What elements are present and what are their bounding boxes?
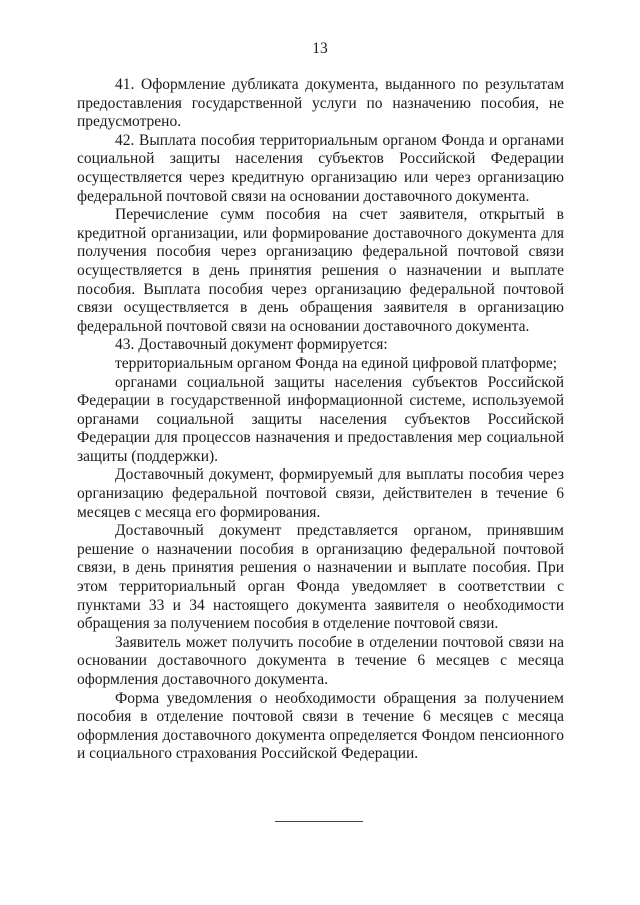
paragraph-social-protection: органами социальной защиты населения субъектов Российской Федерации в государственной информационной системе, используемой органами социальной защиты населения субъектов Российской Федерации для процессов назначения и предоставления мер социальной защиты (поддержки). bbox=[77, 373, 564, 465]
paragraph-notice-form: Форма уведомления о необходимости обращения за получением пособия в отделение почтовой связи в течение 6 месяцев с месяца оформления доставочного документа определяется Фондом пенсионного и социального страхования Российской Федерации. bbox=[77, 689, 564, 763]
footer-rule bbox=[275, 821, 363, 822]
paragraph-41: 41. Оформление дубликата документа, выданного по результатам предоставления государственной услуги по назначению пособия, не предусмотрено. bbox=[77, 76, 564, 131]
page-number: 13 bbox=[312, 40, 328, 57]
paragraph-applicant: Заявитель может получить пособие в отделении почтовой связи на основании доставочного документа в течение 6 месяцев с месяца оформления доставочного документа. bbox=[77, 633, 564, 688]
document-body bbox=[77, 76, 564, 764]
paragraph-fund-platform: территориальным органом Фонда на единой цифровой платформе; bbox=[115, 354, 558, 372]
paragraph-transfer: Перечисление сумм пособия на счет заявителя, открытый в кредитной организации, или формирование доставочного документа для получения пособия через организацию федеральной почтовой связи осуществляется в день принятия решения о назначении и выплате пособия. Выплата пособия через организацию федеральной почтовой связи осуществляется в день обращения заявителя в организацию федеральной почтовой связи на основании доставочного документа. bbox=[77, 206, 564, 335]
paragraph-42: 42. Выплата пособия территориальным органом Фонда и органами социальной защиты населения субъектов Российской Федерации осуществляется через кредитную организацию или через организацию федеральной почтовой связи на основании доставочного документа. bbox=[77, 131, 564, 205]
paragraph-validity: Доставочный документ, формируемый для выплаты пособия через организацию федеральной почтовой связи, действителен в течение 6 месяцев с месяца его формирования. bbox=[77, 466, 564, 521]
paragraph-43: 43. Доставочный документ формируется: bbox=[115, 336, 388, 354]
paragraph-submission: Доставочный документ представляется органом, принявшим решение о назначении пособия в организацию федеральной почтовой связи, в день принятия решения о назначении и выплате пособия. При этом территориальный орган Фонда уведомляет в соответствии с пунктами 33 и 34 настоящего документа заявителя о необходимости обращения за получением пособия в отделение почтовой связи. bbox=[77, 522, 564, 633]
